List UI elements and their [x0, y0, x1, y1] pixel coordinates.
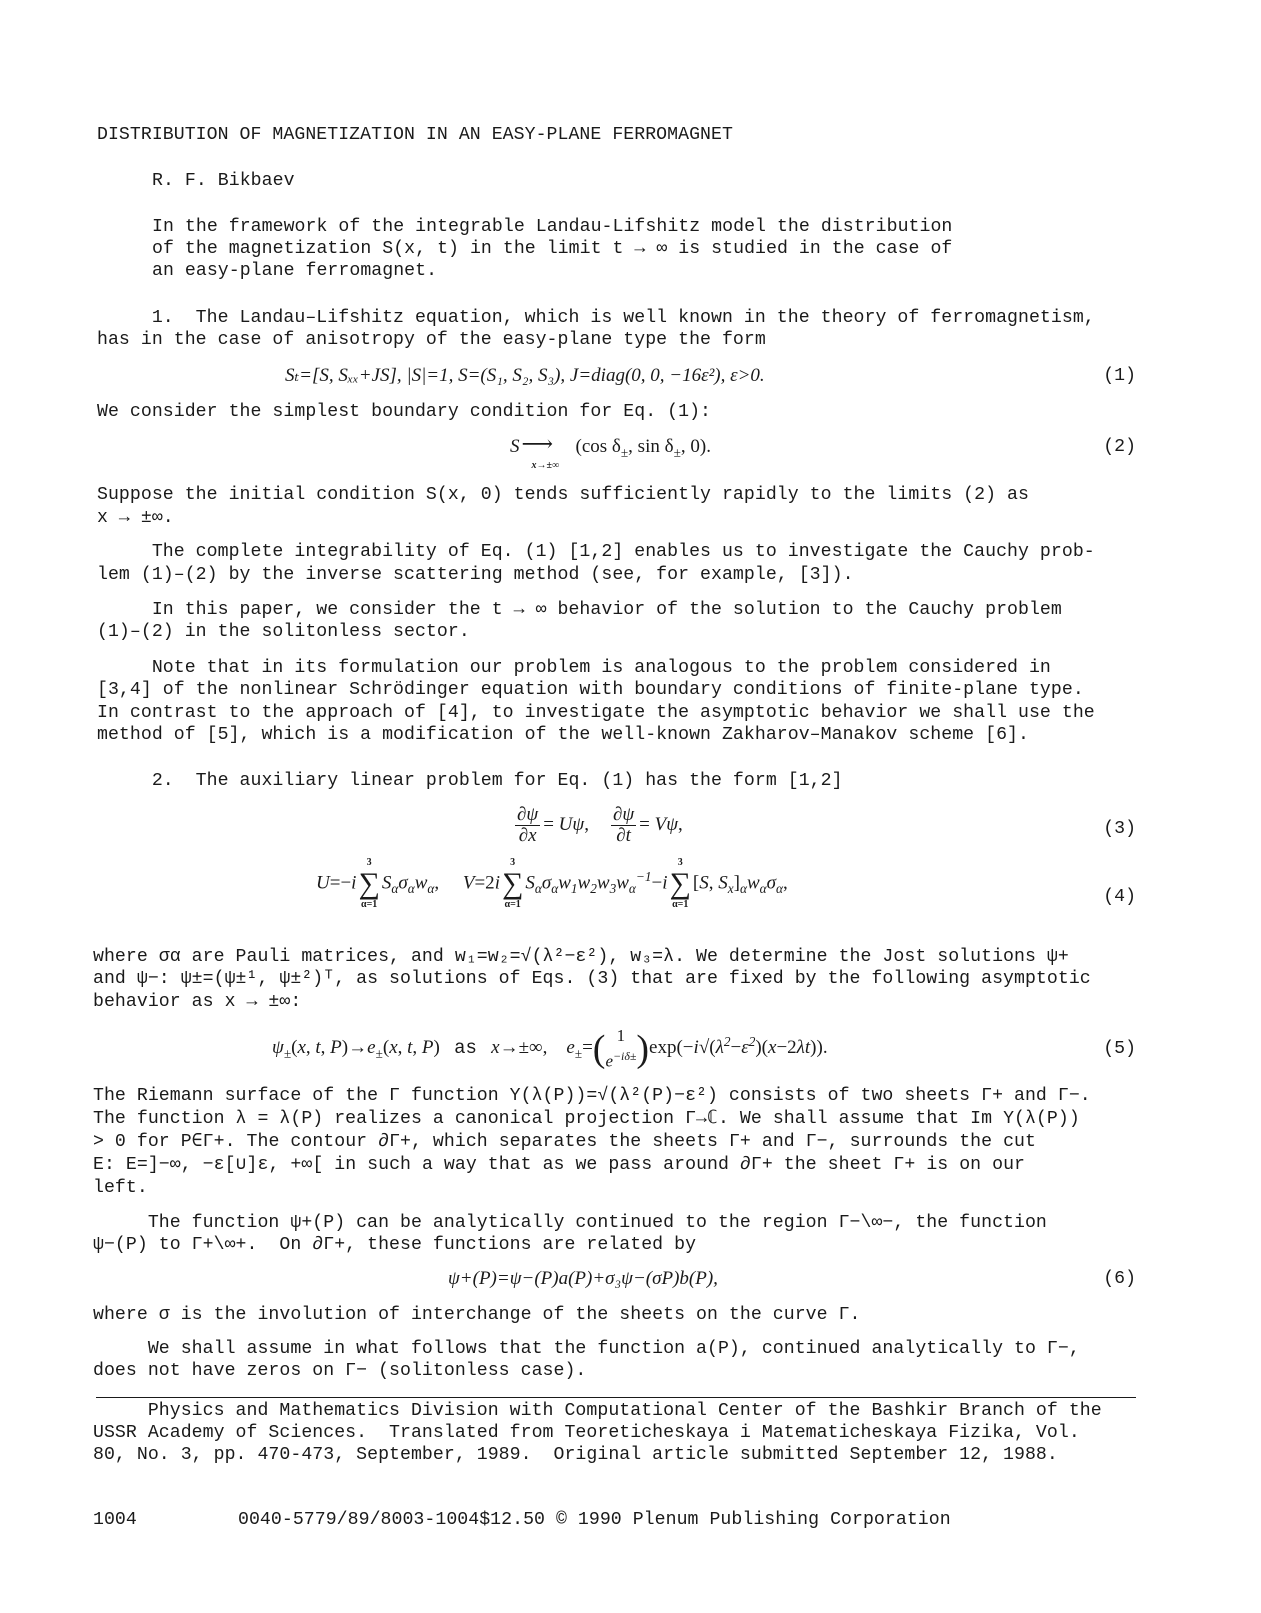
body-line: x → ±∞. [97, 508, 174, 528]
equation-number: (1) [1103, 366, 1136, 386]
body-line: The function ψ+(P) can be analytically continued to the region Γ−\∞−, the function [93, 1213, 1047, 1233]
body-line: ψ−(P) to Γ+\∞+. On ∂Γ+, these functions are related by [93, 1235, 697, 1255]
page-number: 1004 [93, 1510, 137, 1530]
body-line: In this paper, we consider the t → ∞ behavior of the solution to the Cauchy problem [97, 600, 1062, 620]
body-line: Suppose the initial condition S(x, 0) tends sufficiently rapidly to the limits (2) as [97, 485, 1029, 505]
body-line: Note that in its formulation our problem is analogous to the problem considered in [97, 658, 1051, 678]
author: R. F. Bikbaev [152, 171, 295, 191]
body-line: > 0 for P∈Γ+. The contour ∂Γ+, which separates the sheets Γ+ and Γ−, surrounds the cut [93, 1132, 1036, 1152]
equation-1: Sₜ=[S, Sₓₓ+JS], |S|=1, S=(S₁, S₂, S₃), J=diag(0, 0, −16ε²), ε>0. [285, 365, 765, 386]
body-line: has in the case of anisotropy of the easy-plane type the form [97, 330, 766, 350]
footnote-line: USSR Academy of Sciences. Translated from Teoreticheskaya i Matematicheskaya Fizika, Vol. [93, 1423, 1080, 1443]
body-line: We consider the simplest boundary condition for Eq. (1): [97, 402, 711, 422]
body-line: We shall assume in what follows that the function a(P), continued analytically to Γ−, [93, 1339, 1080, 1359]
equation-number: (2) [1103, 437, 1136, 457]
equation-number: (4) [1103, 887, 1136, 907]
body-line: In contrast to the approach of [4], to investigate the asymptotic behavior we shall use the [97, 703, 1095, 723]
abstract-line: In the framework of the integrable Landau-Lifshitz model the distribution [152, 217, 953, 237]
footnote-line: 80, No. 3, pp. 470-473, September, 1989. Original article submitted September 12, 1988. [93, 1445, 1058, 1465]
footnote-line: Physics and Mathematics Division with Computational Center of the Bashkir Branch of the [93, 1401, 1102, 1421]
body-line: (1)–(2) in the solitonless sector. [97, 622, 470, 642]
equation-2: S ⟶ x→±∞ (cos $\delta_\pm$, $\sin \delta_\pm$, 0). [510, 431, 711, 471]
body-line: The function λ = λ(P) realizes a canonical projection Γ→ℂ. We shall assume that Im Y(λ(P)) [93, 1109, 1080, 1129]
body-line: lem (1)–(2) by the inverse scattering method (see, for example, [3]). [97, 565, 854, 585]
paper-title: DISTRIBUTION OF MAGNETIZATION IN AN EASY-PLANE FERROMAGNET [97, 125, 733, 145]
body-line: 2. The auxiliary linear problem for Eq. (1) has the form [1,2] [97, 771, 843, 791]
body-line: [3,4] of the nonlinear Schrödinger equation with boundary conditions of finite-plane type. [97, 680, 1084, 700]
body-line: behavior as x → ±∞: [93, 992, 302, 1012]
equation-4: U=−i 3 ∑ α=1 $S_\alpha\sigma_\alpha w_\alpha$, V=2i 3 ∑ α=1 $S_\alpha\sigma_\alpha w_1w_2w_3w_\alpha^{-1}-i$ 3 ∑ α=1 [S, $S_x]_\alpha w_\alpha\sigma_\alpha$, [316, 857, 788, 910]
abstract-line: an easy-plane ferromagnet. [152, 261, 438, 281]
body-line: and ψ−: ψ±=(ψ±¹, ψ±²)ᵀ, as solutions of Eqs. (3) that are fixed by the following asymptotic [93, 969, 1091, 989]
body-line: The complete integrability of Eq. (1) [1,2] enables us to investigate the Cauchy prob- [97, 542, 1095, 562]
equation-6: ψ+(P)=ψ−(P)a(P)+σ₃ψ−(σP)b(P), [448, 1268, 718, 1289]
body-line: The Riemann surface of the Γ function Y(λ(P))=√(λ²(P)−ε²) consists of two sheets Γ+ and Γ−. [93, 1086, 1091, 1106]
equation-3: $\frac{\partial\psi}{\partial x}$ = Uψ, $\frac{\partial\psi}{\partial t}$ = Vψ, [517, 804, 683, 846]
body-line: E: E=]−∞, −ε[∪]ε, +∞[ in such a way that as we pass around ∂Γ+ the sheet Γ+ is on our [93, 1155, 1025, 1175]
body-line: left. [93, 1178, 148, 1198]
copyright-line: 0040-5779/89/8003-1004$12.50 © 1990 Plenum Publishing Corporation [238, 1510, 951, 1530]
equation-number: (5) [1103, 1039, 1136, 1059]
equation-number: (3) [1103, 819, 1136, 839]
equation-number: (6) [1103, 1269, 1136, 1289]
equation-5: $\psi_\pm(x$, t, $P)\to e_\pm(x$, t, P) as x→±∞, $e_\pm=$( 1 $e^{-i\delta\pm})\exp(-i√(\lambda^2-\varepsilon^2)(x-2\lambda t))$. [272, 1026, 828, 1071]
body-line: does not have zeros on Γ− (solitonless case). [93, 1361, 587, 1381]
abstract-line: of the magnetization S(x, t) in the limit t → ∞ is studied in the case of [152, 239, 953, 259]
body-line: where σα are Pauli matrices, and w₁=w₂=√(λ²−ε²), w₃=λ. We determine the Jost solutions ψ+ [93, 947, 1069, 967]
footnote-divider [96, 1397, 1136, 1398]
body-line: method of [5], which is a modification of the well-known Zakharov–Manakov scheme [6]. [97, 725, 1029, 745]
body-line: 1. The Landau–Lifshitz equation, which is well known in the theory of ferromagnetism, [97, 308, 1095, 328]
body-line: where σ is the involution of interchange of the sheets on the curve Γ. [93, 1305, 861, 1325]
